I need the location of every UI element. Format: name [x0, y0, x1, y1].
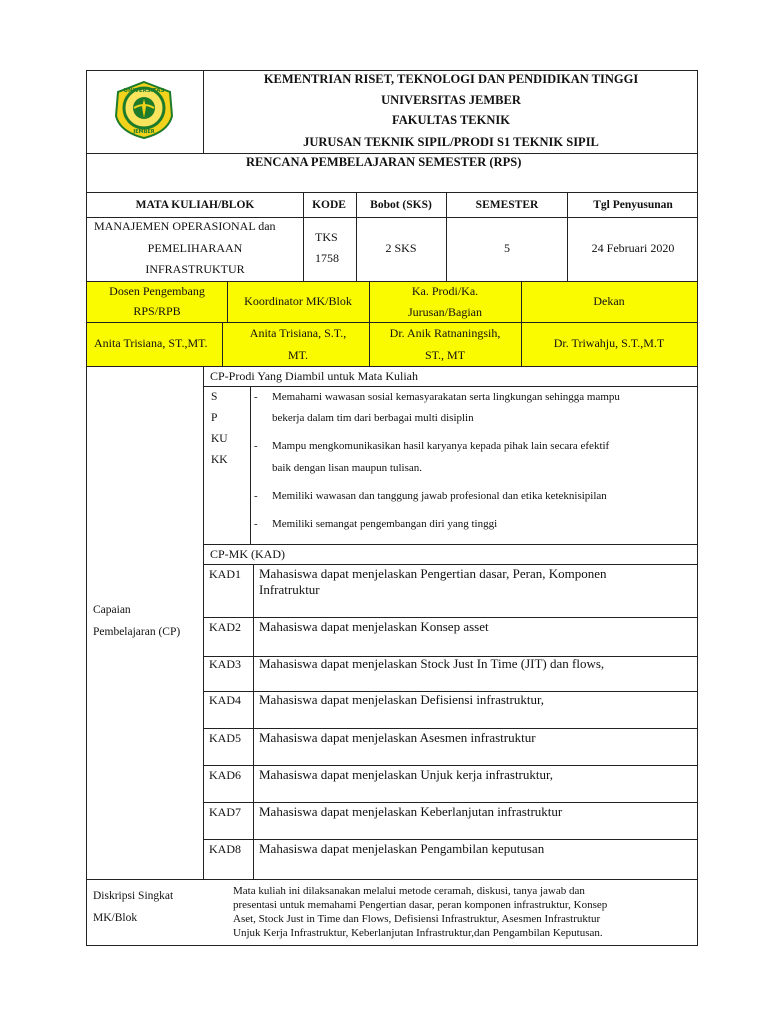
head-header-line1: Ka. Prodi/Ka.	[411, 284, 479, 298]
course-code-line1: TKS	[315, 230, 338, 244]
prodi-item-2-line1: Mampu mengkomunikasikan hasil karyanya kepada pihak lain secara efektif	[272, 440, 610, 452]
course-header: MATA KULIAH/BLOK	[135, 199, 255, 211]
description-label-line1: Diskripsi Singkat	[93, 890, 174, 902]
cp-label-line2: Pembelajaran (CP)	[93, 626, 181, 638]
logo-text-top: UNIVERSITAS	[123, 88, 165, 94]
kad1-text-line2: Infratruktur	[259, 582, 320, 597]
prodi-item-1-bullet: -	[254, 391, 258, 403]
cp-label-line1: Capaian	[93, 604, 131, 616]
prodi-item-4-bullet: -	[254, 518, 258, 530]
faculty-name: FAKULTAS TEKNIK	[392, 113, 510, 127]
description-line2: presentasi untuk memahami Pengertian dasar, peran komponen infrastruktur, Konsep	[233, 899, 608, 911]
prodi-item-3-line1: Memiliki wawasan dan tanggung jawab profesional dan etika keteknisipilan	[272, 490, 607, 502]
coordinator-name-line2: MT.	[287, 348, 309, 362]
date-header: Tgl Penyusunan	[593, 199, 673, 211]
ministry-name: KEMENTRIAN RISET, TEKNOLOGI DAN PENDIDIKAN TINGGI	[263, 72, 639, 86]
kad3-text: Mahasiswa dapat menjelaskan Stock Just In Time (JIT) dan flows,	[259, 656, 605, 671]
semester-header: SEMESTER	[475, 199, 539, 211]
kad7-text: Mahasiswa dapat menjelaskan Keberlanjutan infrastruktur	[259, 804, 563, 819]
prodi-item-2-line2: baik dengan lisan maupun tulisan.	[272, 462, 422, 474]
course-date: 24 Februari 2020	[591, 241, 675, 255]
coordinator-header: Koordinator MK/Blok	[244, 294, 352, 308]
developer-header-line1: Dosen Pengembang	[109, 284, 205, 298]
kad6-code: KAD6	[209, 768, 241, 782]
kad8-text: Mahasiswa dapat menjelaskan Pengambilan keputusan	[259, 841, 545, 856]
cp-mk-title: CP-MK (KAD)	[210, 547, 285, 561]
kad8-code: KAD8	[209, 842, 241, 856]
course-semester: 5	[504, 241, 510, 255]
description-label-line2: MK/Blok	[93, 912, 138, 924]
prodi-item-2-bullet: -	[254, 440, 258, 452]
credits-header: Bobot (SKS)	[370, 199, 432, 211]
kad1-code: KAD1	[209, 567, 241, 581]
dean-name: Dr. Triwahju, S.T.,M.T	[553, 336, 665, 350]
kad2-text: Mahasiswa dapat menjelaskan Konsep asset	[259, 619, 489, 634]
university-name: UNIVERSITAS JEMBER	[381, 93, 521, 107]
document-title: RENCANA PEMBELAJARAN SEMESTER (RPS)	[246, 155, 522, 169]
kad4-text: Mahasiswa dapat menjelaskan Defisiensi infrastruktur,	[259, 692, 545, 707]
developer-name: Anita Trisiana, ST.,MT.	[94, 336, 208, 350]
prodi-item-1-line2: bekerja dalam tim dari berbagai multi disiplin	[272, 412, 474, 424]
prodi-item-3-bullet: -	[254, 490, 258, 502]
university-seal-icon	[110, 80, 178, 140]
kad1-text-line1: Mahasiswa dapat menjelaskan Pengertian dasar, Peran, Komponen	[259, 566, 607, 581]
university-logo	[110, 80, 178, 140]
head-name-line1: Dr. Anik Ratnaningsih,	[389, 326, 501, 340]
department-name: JURUSAN TEKNIK SIPIL/PRODI S1 TEKNIK SIPIL	[303, 135, 599, 149]
spkukk-s: S	[211, 391, 218, 403]
course-name-line1: MANAJEMEN OPERASIONAL dan	[94, 219, 276, 233]
code-header: KODE	[312, 199, 346, 211]
prodi-item-4-line1: Memiliki semangat pengembangan diri yang tinggi	[272, 518, 498, 530]
cp-prodi-title: CP-Prodi Yang Diambil untuk Mata Kuliah	[210, 369, 419, 383]
course-credits: 2 SKS	[385, 241, 417, 255]
kad4-code: KAD4	[209, 693, 241, 707]
dean-header: Dekan	[593, 294, 625, 308]
kad7-code: KAD7	[209, 805, 241, 819]
kad6-text: Mahasiswa dapat menjelaskan Unjuk kerja infrastruktur,	[259, 767, 554, 782]
kad3-code: KAD3	[209, 657, 241, 671]
course-name-line3: INFRASTRUKTUR	[145, 262, 245, 276]
logo-text-bottom: JEMBER	[133, 129, 155, 135]
spkukk-kk: KK	[211, 454, 228, 466]
kad5-code: KAD5	[209, 731, 241, 745]
head-header-line2: Jurusan/Bagian	[408, 305, 482, 319]
spkukk-ku: KU	[211, 433, 228, 445]
kad5-text: Mahasiswa dapat menjelaskan Asesmen infrastruktur	[259, 730, 536, 745]
course-name-line2: PEMELIHARAAN	[147, 241, 243, 255]
description-line4: Unjuk Kerja Infrastruktur, Keberlanjutan Infrastruktur,dan Pengambilan Keputusan.	[233, 927, 603, 939]
kad2-code: KAD2	[209, 620, 241, 634]
head-name-line2: ST., MT	[424, 348, 466, 362]
coordinator-name-line1: Anita Trisiana, S.T.,	[249, 326, 347, 340]
description-line3: Aset, Stock Just in Time dan Flows, Defisiensi Infrastruktur, Asesmen Infrastruktur	[233, 913, 601, 925]
developer-header-line2: RPS/RPB	[133, 304, 181, 318]
prodi-item-1-line1: Memahami wawasan sosial kemasyarakatan serta lingkungan sehingga mampu	[272, 391, 620, 403]
description-line1: Mata kuliah ini dilaksanakan melalui metode ceramah, diskusi, tanya jawab dan	[233, 885, 585, 897]
spkukk-p: P	[211, 412, 218, 424]
course-code-line2: 1758	[315, 251, 339, 265]
